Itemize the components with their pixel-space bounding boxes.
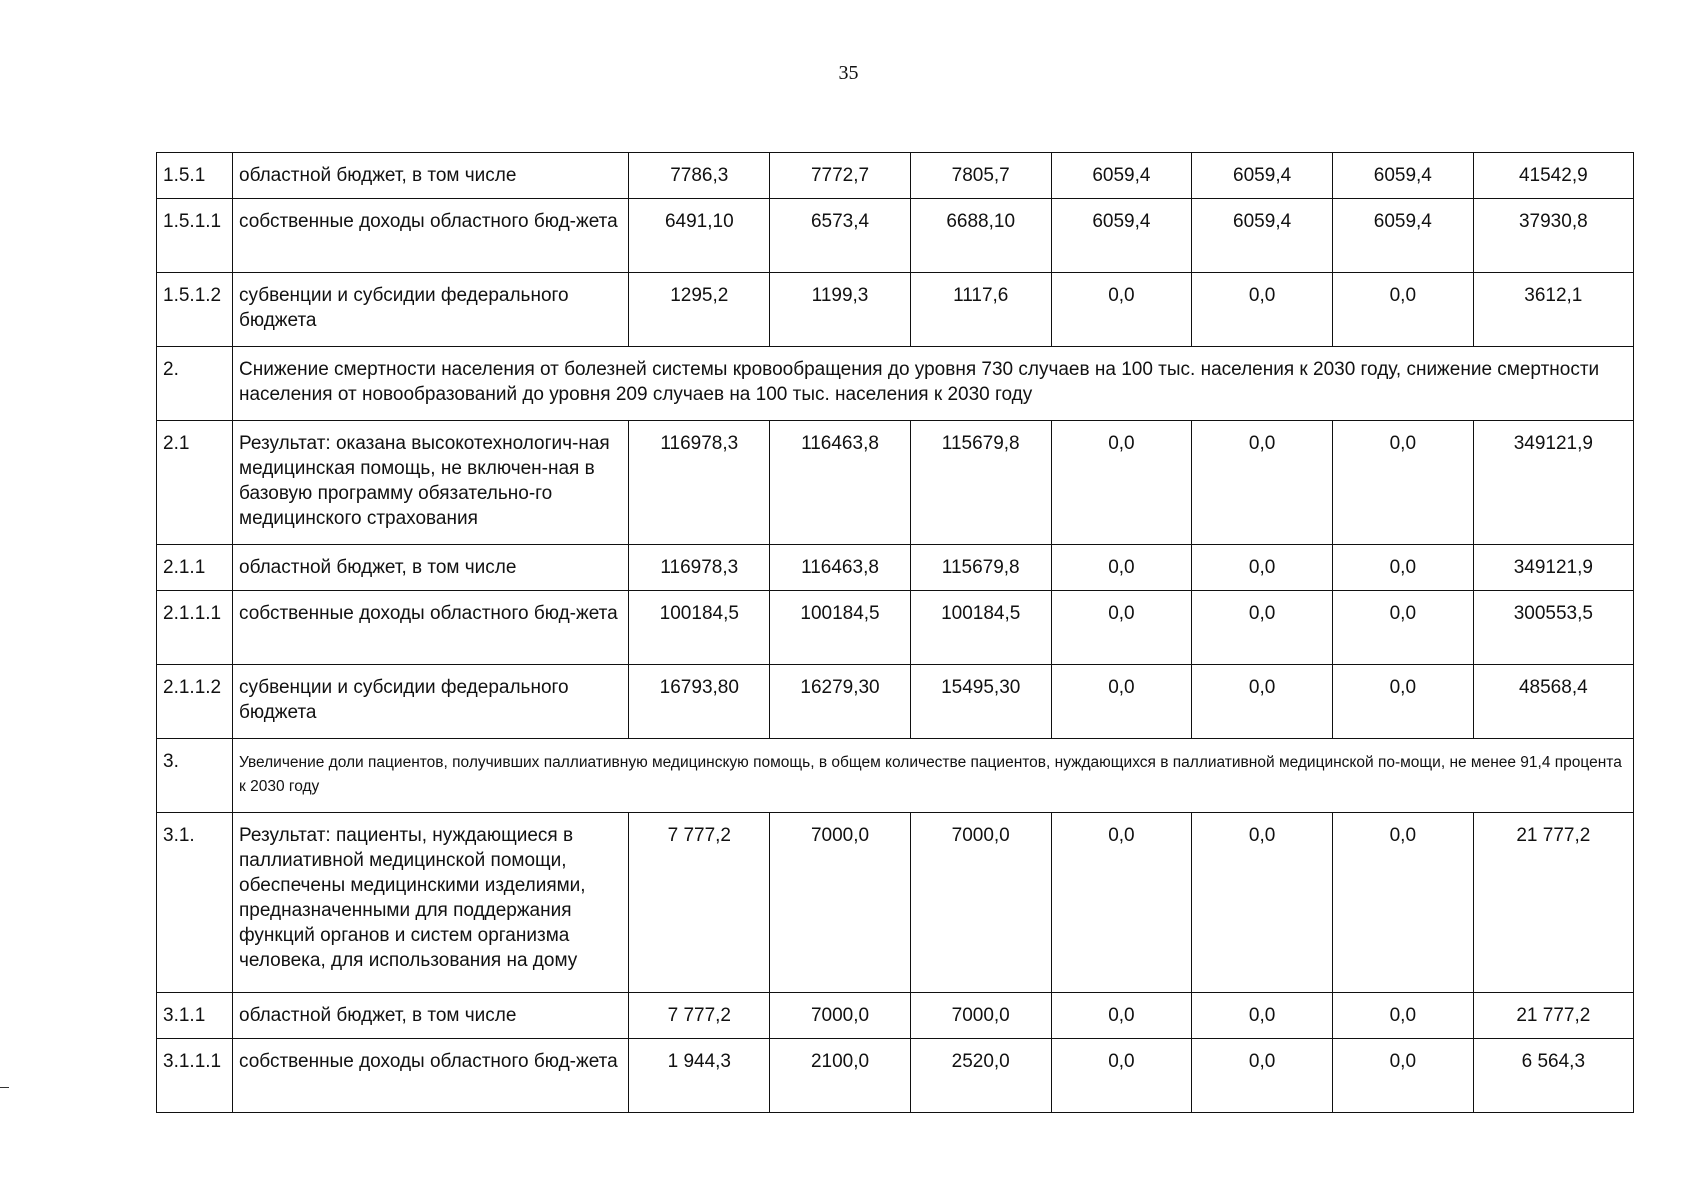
row-description: Результат: пациенты, нуждающиеся в паллиативной медицинской помощи, обеспечены медицинскими изделиями, предназначенными для поддержания функций органов и систем организма человека, для использования на дому bbox=[233, 813, 629, 993]
value-cell: 16279,30 bbox=[770, 665, 911, 739]
value-cell: 6059,4 bbox=[1192, 153, 1333, 199]
row-code: 3.1. bbox=[157, 813, 233, 993]
value-cell: 0,0 bbox=[1051, 273, 1192, 347]
row-description: собственные доходы областного бюд-жета bbox=[233, 199, 629, 273]
row-code: 2. bbox=[157, 347, 233, 421]
value-cell: 7000,0 bbox=[770, 993, 911, 1039]
row-description: областной бюджет, в том числе bbox=[233, 153, 629, 199]
value-cell: 0,0 bbox=[1192, 273, 1333, 347]
table-row bbox=[157, 545, 1634, 591]
value-cell: 0,0 bbox=[1332, 993, 1473, 1039]
value-cell: 0,0 bbox=[1192, 545, 1333, 591]
row-code: 3.1.1.1 bbox=[157, 1039, 233, 1113]
row-description: Результат: оказана высокотехнологич-ная медицинская помощь, не включен-ная в базовую программу обязательно-го медицинского страхования bbox=[233, 421, 629, 545]
value-cell: 6059,4 bbox=[1051, 199, 1192, 273]
row-code: 3.1.1 bbox=[157, 993, 233, 1039]
value-cell: 1 944,3 bbox=[629, 1039, 770, 1113]
total-cell: 6 564,3 bbox=[1473, 1039, 1633, 1113]
value-cell: 2100,0 bbox=[770, 1039, 911, 1113]
value-cell: 0,0 bbox=[1051, 665, 1192, 739]
value-cell: 116978,3 bbox=[629, 545, 770, 591]
table-row bbox=[157, 273, 1634, 347]
value-cell: 1295,2 bbox=[629, 273, 770, 347]
total-cell: 48568,4 bbox=[1473, 665, 1633, 739]
value-cell: 0,0 bbox=[1192, 993, 1333, 1039]
value-cell: 0,0 bbox=[1051, 993, 1192, 1039]
row-description: субвенции и субсидии федерального бюджета bbox=[233, 665, 629, 739]
value-cell: 7786,3 bbox=[629, 153, 770, 199]
margin-mark bbox=[0, 1087, 9, 1088]
value-cell: 116978,3 bbox=[629, 421, 770, 545]
value-cell: 0,0 bbox=[1051, 545, 1192, 591]
value-cell: 0,0 bbox=[1051, 1039, 1192, 1113]
value-cell: 6059,4 bbox=[1051, 153, 1192, 199]
table-row bbox=[157, 421, 1634, 545]
value-cell: 0,0 bbox=[1192, 665, 1333, 739]
value-cell: 1199,3 bbox=[770, 273, 911, 347]
goal-description: Снижение смертности населения от болезней системы кровообращения до уровня 730 случаев на 100 тыс. населения к 2030 году, снижение смертности населения от новообразований до уровня 209 случаев на 100 тыс. населения к 2030 году bbox=[233, 347, 1634, 421]
value-cell: 116463,8 bbox=[770, 421, 911, 545]
value-cell: 0,0 bbox=[1192, 813, 1333, 993]
value-cell: 6059,4 bbox=[1192, 199, 1333, 273]
table-row bbox=[157, 199, 1634, 273]
value-cell: 0,0 bbox=[1332, 421, 1473, 545]
value-cell: 100184,5 bbox=[770, 591, 911, 665]
goal-row bbox=[157, 739, 1634, 813]
value-cell: 0,0 bbox=[1332, 591, 1473, 665]
value-cell: 7000,0 bbox=[770, 813, 911, 993]
value-cell: 115679,8 bbox=[910, 545, 1051, 591]
row-description: собственные доходы областного бюд-жета bbox=[233, 591, 629, 665]
table-row bbox=[157, 993, 1634, 1039]
row-description: областной бюджет, в том числе bbox=[233, 993, 629, 1039]
value-cell: 0,0 bbox=[1192, 421, 1333, 545]
value-cell: 7000,0 bbox=[910, 993, 1051, 1039]
row-description: субвенции и субсидии федерального бюджета bbox=[233, 273, 629, 347]
value-cell: 6059,4 bbox=[1332, 153, 1473, 199]
value-cell: 100184,5 bbox=[910, 591, 1051, 665]
total-cell: 37930,8 bbox=[1473, 199, 1633, 273]
value-cell: 0,0 bbox=[1051, 813, 1192, 993]
value-cell: 7 777,2 bbox=[629, 993, 770, 1039]
value-cell: 115679,8 bbox=[910, 421, 1051, 545]
row-code: 2.1.1.2 bbox=[157, 665, 233, 739]
value-cell: 6688,10 bbox=[910, 199, 1051, 273]
value-cell: 7772,7 bbox=[770, 153, 911, 199]
value-cell: 0,0 bbox=[1051, 591, 1192, 665]
value-cell: 0,0 bbox=[1051, 421, 1192, 545]
row-code: 2.1.1 bbox=[157, 545, 233, 591]
value-cell: 0,0 bbox=[1332, 545, 1473, 591]
total-cell: 21 777,2 bbox=[1473, 993, 1633, 1039]
value-cell: 100184,5 bbox=[629, 591, 770, 665]
value-cell: 6573,4 bbox=[770, 199, 911, 273]
total-cell: 349121,9 bbox=[1473, 545, 1633, 591]
value-cell: 6059,4 bbox=[1332, 199, 1473, 273]
value-cell: 116463,8 bbox=[770, 545, 911, 591]
row-description: собственные доходы областного бюд-жета bbox=[233, 1039, 629, 1113]
table-row bbox=[157, 813, 1634, 993]
total-cell: 41542,9 bbox=[1473, 153, 1633, 199]
value-cell: 16793,80 bbox=[629, 665, 770, 739]
value-cell: 7000,0 bbox=[910, 813, 1051, 993]
value-cell: 0,0 bbox=[1192, 591, 1333, 665]
value-cell: 0,0 bbox=[1332, 665, 1473, 739]
value-cell: 0,0 bbox=[1332, 813, 1473, 993]
row-code: 1.5.1.1 bbox=[157, 199, 233, 273]
total-cell: 300553,5 bbox=[1473, 591, 1633, 665]
goal-row bbox=[157, 347, 1634, 421]
value-cell: 6491,10 bbox=[629, 199, 770, 273]
row-code: 2.1.1.1 bbox=[157, 591, 233, 665]
row-code: 1.5.1 bbox=[157, 153, 233, 199]
row-code: 1.5.1.2 bbox=[157, 273, 233, 347]
total-cell: 349121,9 bbox=[1473, 421, 1633, 545]
row-code: 2.1 bbox=[157, 421, 233, 545]
value-cell: 1117,6 bbox=[910, 273, 1051, 347]
value-cell: 7805,7 bbox=[910, 153, 1051, 199]
value-cell: 0,0 bbox=[1332, 1039, 1473, 1113]
row-description: областной бюджет, в том числе bbox=[233, 545, 629, 591]
budget-table bbox=[156, 152, 1634, 1113]
table-row bbox=[157, 591, 1634, 665]
table-row bbox=[157, 1039, 1634, 1113]
table-row bbox=[157, 153, 1634, 199]
value-cell: 7 777,2 bbox=[629, 813, 770, 993]
goal-description: Увеличение доли пациентов, получивших паллиативную медицинскую помощь, в общем количестве пациентов, нуждающихся в паллиативной медицинской по-мощи, не менее 91,4 процента к 2030 году bbox=[233, 739, 1634, 813]
value-cell: 15495,30 bbox=[910, 665, 1051, 739]
total-cell: 3612,1 bbox=[1473, 273, 1633, 347]
value-cell: 0,0 bbox=[1332, 273, 1473, 347]
page-number: 35 bbox=[838, 62, 859, 84]
value-cell: 2520,0 bbox=[910, 1039, 1051, 1113]
row-code: 3. bbox=[157, 739, 233, 813]
table-row bbox=[157, 665, 1634, 739]
value-cell: 0,0 bbox=[1192, 1039, 1333, 1113]
total-cell: 21 777,2 bbox=[1473, 813, 1633, 993]
